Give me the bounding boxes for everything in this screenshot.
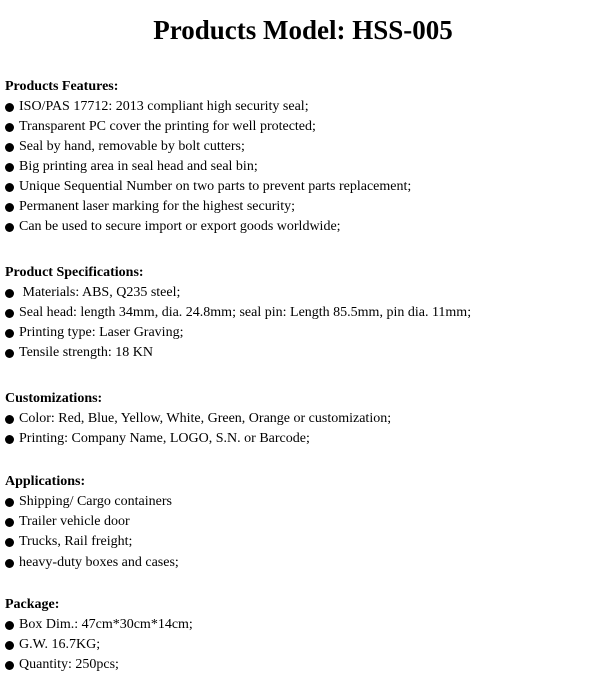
list-item [5, 615, 601, 635]
list-item [5, 217, 601, 237]
bullet-icon [5, 415, 14, 424]
bullet-icon [5, 498, 14, 507]
bullet-list [5, 492, 601, 574]
list-item-text: Seal by hand, removable by bolt cutters; [19, 139, 245, 154]
bullet-icon [5, 518, 14, 527]
bullet-icon [5, 123, 14, 132]
bullet-icon [5, 538, 14, 547]
bullet-list [5, 615, 601, 675]
list-item-text: Shipping/ Cargo containers [19, 494, 172, 509]
list-item-text: Printing type: Laser Graving; [19, 325, 184, 340]
bullet-icon [5, 163, 14, 172]
bullet-icon [5, 329, 14, 338]
section-heading: Applications: [5, 474, 86, 489]
bullet-icon [5, 223, 14, 232]
list-item-text: Color: Red, Blue, Yellow, White, Green, Orange or customization; [19, 411, 392, 426]
list-item [5, 197, 601, 217]
list-item-text: Materials: ABS, Q235 steel; [19, 285, 181, 300]
list-item [5, 512, 601, 532]
bullet-icon [5, 349, 14, 358]
bullet-icon [5, 309, 14, 318]
bullet-icon [5, 559, 14, 568]
section-package [5, 595, 601, 675]
list-item [5, 177, 601, 197]
list-item-text: Big printing area in seal head and seal bin; [19, 159, 258, 174]
list-item-text: ISO/PAS 17712: 2013 compliant high security seal; [19, 99, 309, 114]
list-item [5, 429, 601, 449]
list-item-text: Box Dim.: 47cm*30cm*14cm; [19, 617, 193, 632]
list-item-text: Can be used to secure import or export goods worldwide; [19, 219, 341, 234]
section-applications [5, 472, 601, 574]
section-product-specifications [5, 263, 601, 363]
section-customizations [5, 389, 601, 449]
list-item-text: heavy-duty boxes and cases; [19, 555, 179, 570]
list-item [5, 552, 601, 574]
list-item [5, 635, 601, 655]
list-item-text: Transparent PC cover the printing for well protected; [19, 119, 316, 134]
bullet-icon [5, 203, 14, 212]
bullet-icon [5, 103, 14, 112]
list-item [5, 97, 601, 117]
list-item-text: Unique Sequential Number on two parts to prevent parts replacement; [19, 179, 412, 194]
list-item-text: Tensile strength: 18 KN [19, 345, 153, 360]
section-heading: Products Features: [5, 79, 119, 94]
list-item [5, 117, 601, 137]
list-item [5, 303, 601, 323]
bullet-icon [5, 661, 14, 670]
list-item [5, 655, 601, 675]
bullet-icon [5, 641, 14, 650]
list-item [5, 409, 601, 429]
list-item [5, 343, 601, 363]
bullet-list [5, 283, 601, 363]
section-heading: Product Specifications: [5, 265, 144, 280]
list-item-text: Permanent laser marking for the highest security; [19, 199, 296, 214]
list-item-text: Trailer vehicle door [19, 514, 130, 529]
list-item-text: Trucks, Rail freight; [19, 534, 133, 549]
list-item [5, 492, 601, 512]
list-item [5, 323, 601, 343]
list-item-text: Quantity: 250pcs; [19, 657, 119, 672]
bullet-list [5, 409, 601, 449]
section-heading: Customizations: [5, 391, 103, 406]
list-item [5, 137, 601, 157]
section-products-features [5, 77, 601, 237]
list-item [5, 532, 601, 552]
bullet-list [5, 97, 601, 237]
bullet-icon [5, 621, 14, 630]
list-item [5, 283, 601, 303]
list-item [5, 157, 601, 177]
bullet-icon [5, 435, 14, 444]
page-title: Products Model: HSS-005 [153, 15, 453, 45]
bullet-icon [5, 289, 14, 298]
list-item-text: Seal head: length 34mm, dia. 24.8mm; seal pin: Length 85.5mm, pin dia. 11mm; [19, 305, 472, 320]
section-heading: Package: [5, 597, 60, 612]
list-item-text: G.W. 16.7KG; [19, 637, 101, 652]
bullet-icon [5, 183, 14, 192]
bullet-icon [5, 143, 14, 152]
list-item-text: Printing: Company Name, LOGO, S.N. or Barcode; [19, 431, 310, 446]
